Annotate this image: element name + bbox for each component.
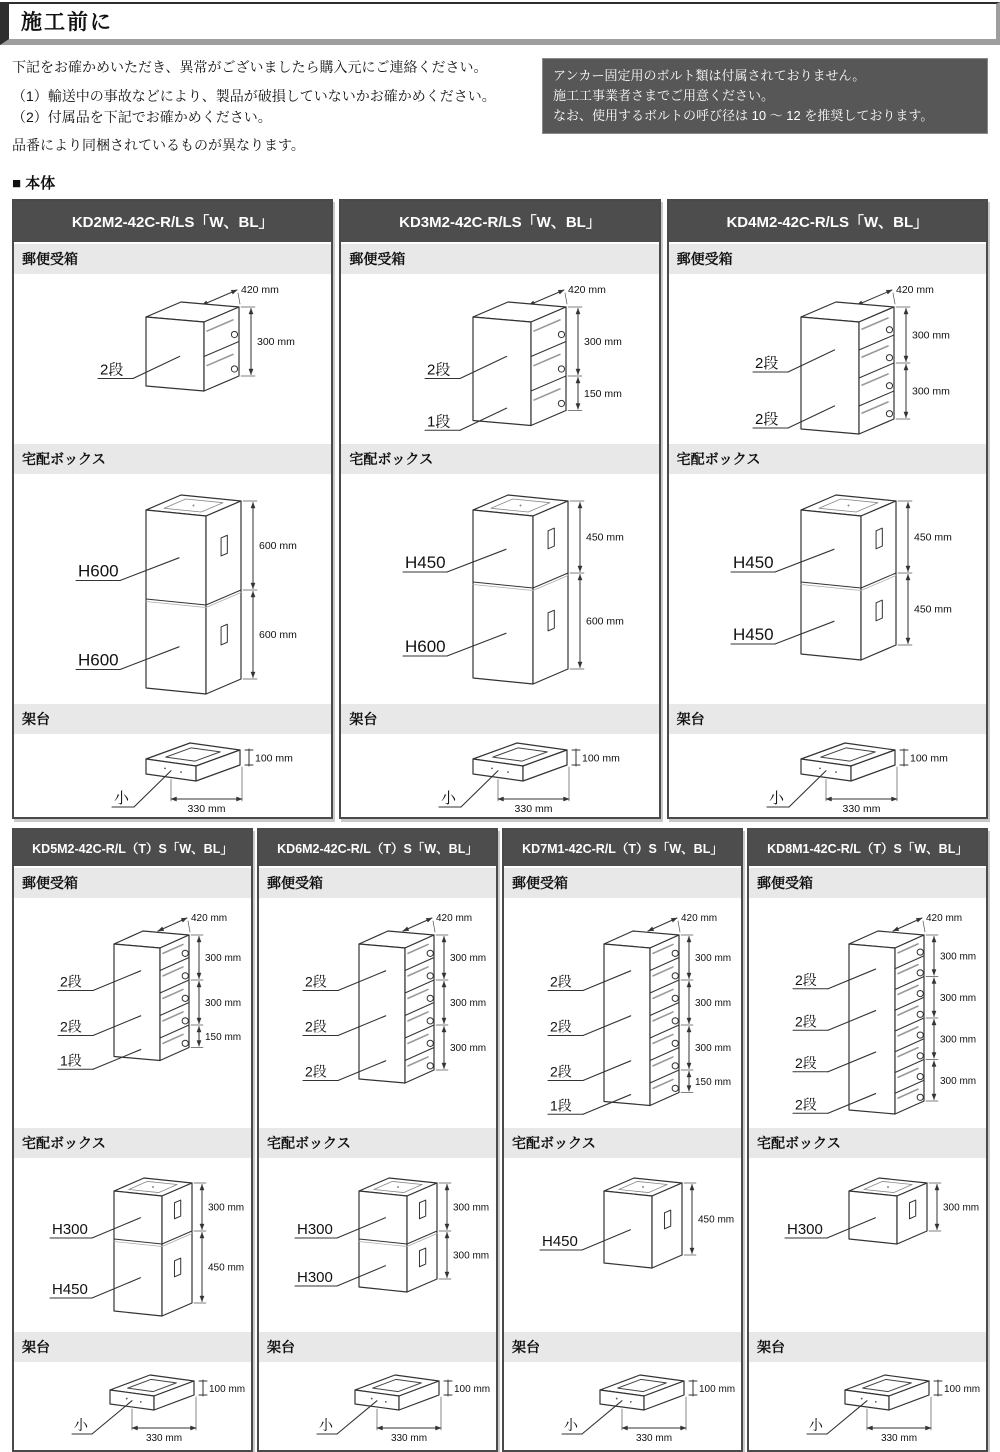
delivery-box-diagram-svg [749, 1160, 985, 1330]
svg-text:300 mm: 300 mm [257, 335, 295, 348]
stand-diagram-svg [259, 1364, 495, 1444]
svg-text:330 mm: 330 mm [842, 802, 881, 815]
mailbox-section-label: 郵便受箱 [14, 866, 251, 900]
svg-text:100 mm: 100 mm [582, 752, 621, 765]
mailbox-section-label: 郵便受箱 [749, 866, 986, 900]
svg-text:小: 小 [114, 789, 130, 807]
stand-diagram-svg [749, 1364, 985, 1444]
svg-text:300 mm: 300 mm [695, 1042, 732, 1054]
svg-text:H300: H300 [297, 1268, 333, 1286]
svg-text:小: 小 [768, 789, 784, 807]
product-panel-7 [747, 828, 988, 1452]
stand-diagram-svg [669, 736, 985, 815]
delivery-box-section-label: 宅配ボックス [14, 1126, 251, 1160]
top-area [12, 58, 988, 157]
svg-text:450 mm: 450 mm [913, 531, 952, 544]
stand-diagram-svg [14, 1364, 250, 1444]
svg-text:小: 小 [441, 789, 457, 807]
delivery-box-diagram [14, 1160, 251, 1330]
product-panel-5 [257, 828, 498, 1452]
svg-text:2段: 2段 [305, 1063, 327, 1080]
svg-text:330 mm: 330 mm [880, 1432, 918, 1444]
intro-line: 下記をお確かめいただき、異常がございましたら購入元にご連絡ください。 [12, 59, 488, 75]
svg-text:300 mm: 300 mm [450, 952, 487, 964]
svg-text:2段: 2段 [550, 973, 572, 990]
stand-section-label: 架台 [14, 702, 331, 736]
stand-diagram [14, 1364, 251, 1450]
svg-text:H300: H300 [787, 1220, 823, 1238]
svg-text:420 mm: 420 mm [568, 283, 607, 296]
mailbox-section-label: 郵便受箱 [14, 242, 331, 276]
mailbox-diagram [14, 900, 251, 1126]
svg-text:2段: 2段 [100, 361, 124, 379]
mailbox-diagram [14, 276, 331, 442]
svg-text:300 mm: 300 mm [453, 1250, 490, 1262]
svg-text:330 mm: 330 mm [635, 1432, 673, 1444]
body-section-label: ■ 本体 [12, 174, 56, 192]
svg-text:100 mm: 100 mm [909, 752, 948, 765]
stand-diagram [504, 1364, 741, 1450]
svg-text:330 mm: 330 mm [187, 802, 226, 815]
svg-text:小: 小 [319, 1416, 333, 1433]
delivery-box-diagram-svg [669, 476, 985, 702]
mailbox-diagram [504, 900, 741, 1126]
mailbox-diagram-svg [259, 900, 495, 1126]
svg-text:H600: H600 [405, 636, 446, 656]
svg-text:450 mm: 450 mm [698, 1214, 735, 1226]
intro-line: （2）付属品を下記でお確かめください。 [12, 109, 272, 126]
mailbox-diagram-svg [14, 276, 330, 442]
svg-text:600 mm: 600 mm [259, 539, 297, 552]
stand-diagram-svg [504, 1364, 740, 1444]
panel-model-title: KD5M2-42C-R/L（T）S「W、BL」 [14, 830, 251, 866]
svg-text:100 mm: 100 mm [255, 752, 293, 765]
svg-text:300 mm: 300 mm [943, 1202, 980, 1214]
stand-diagram [669, 736, 986, 817]
product-panel-3 [667, 199, 988, 819]
intro-text [12, 58, 520, 157]
svg-text:100 mm: 100 mm [454, 1383, 491, 1395]
delivery-box-diagram-svg [14, 476, 330, 702]
svg-text:2段: 2段 [60, 1018, 82, 1035]
svg-text:2段: 2段 [795, 971, 817, 988]
delivery-box-section-label: 宅配ボックス [14, 442, 331, 476]
svg-text:小: 小 [564, 1416, 578, 1433]
mailbox-diagram-svg [504, 900, 740, 1126]
svg-text:2段: 2段 [305, 1018, 327, 1035]
delivery-box-diagram [259, 1160, 496, 1330]
panel-model-title: KD3M2-42C-R/LS「W、BL」 [341, 201, 658, 242]
svg-text:H300: H300 [297, 1220, 333, 1238]
delivery-box-diagram [341, 476, 658, 702]
svg-text:420 mm: 420 mm [241, 283, 279, 296]
svg-text:2段: 2段 [550, 1063, 572, 1080]
svg-text:150 mm: 150 mm [695, 1076, 732, 1088]
svg-text:1段: 1段 [550, 1097, 572, 1113]
svg-text:300 mm: 300 mm [940, 1034, 977, 1045]
stand-diagram [341, 736, 658, 817]
panel-model-title: KD6M2-42C-R/L（T）S「W、BL」 [259, 830, 496, 866]
product-panel-4 [12, 828, 253, 1452]
page-title: 施工前に [0, 2, 1000, 45]
panel-row-2 [12, 828, 988, 1452]
svg-text:420 mm: 420 mm [436, 912, 473, 924]
svg-text:100 mm: 100 mm [209, 1383, 246, 1395]
svg-text:300 mm: 300 mm [205, 997, 242, 1009]
note-line: なお、使用するボルトの呼び径は 10 ～ 12 を推奨しております。 [553, 108, 934, 124]
panel-model-title: KD4M2-42C-R/LS「W、BL」 [669, 201, 986, 242]
svg-text:300 mm: 300 mm [940, 1075, 977, 1087]
product-panel-1 [12, 199, 333, 819]
svg-text:1段: 1段 [60, 1052, 82, 1068]
svg-text:2段: 2段 [754, 410, 778, 428]
mailbox-diagram [669, 276, 986, 442]
svg-text:300 mm: 300 mm [584, 335, 623, 348]
delivery-box-diagram [14, 476, 331, 702]
product-panel-6 [502, 828, 743, 1452]
mailbox-diagram-svg [14, 900, 250, 1126]
mailbox-section-label: 郵便受箱 [669, 242, 986, 276]
stand-section-label: 架台 [259, 1330, 496, 1364]
intro-line: （1）輸送中の事故などにより、製品が破損していないかお確かめください。 [12, 88, 496, 105]
svg-text:450 mm: 450 mm [913, 603, 952, 616]
svg-text:H450: H450 [542, 1232, 578, 1250]
stand-diagram [259, 1364, 496, 1450]
svg-text:2段: 2段 [795, 1013, 817, 1029]
panel-row-1 [12, 199, 988, 819]
svg-text:300 mm: 300 mm [695, 997, 732, 1009]
mailbox-diagram-svg [669, 276, 985, 442]
stand-section-label: 架台 [14, 1330, 251, 1364]
stand-diagram-svg [14, 736, 330, 815]
svg-text:2段: 2段 [427, 361, 451, 379]
anchor-bolt-note-box [542, 58, 988, 134]
mailbox-section-label: 郵便受箱 [504, 866, 741, 900]
stand-section-label: 架台 [341, 702, 658, 736]
stand-diagram [14, 736, 331, 817]
svg-text:450 mm: 450 mm [208, 1262, 245, 1274]
svg-text:300 mm: 300 mm [450, 997, 487, 1009]
stand-section-label: 架台 [669, 702, 986, 736]
stand-section-label: 架台 [504, 1330, 741, 1364]
delivery-box-diagram-svg [341, 476, 657, 702]
svg-text:330 mm: 330 mm [390, 1432, 428, 1444]
mailbox-section-label: 郵便受箱 [259, 866, 496, 900]
svg-text:100 mm: 100 mm [944, 1383, 981, 1395]
stand-diagram-svg [341, 736, 657, 815]
svg-text:H600: H600 [78, 561, 119, 581]
svg-text:2段: 2段 [305, 973, 327, 990]
delivery-box-diagram-svg [14, 1160, 250, 1330]
svg-text:300 mm: 300 mm [453, 1202, 490, 1214]
svg-text:H450: H450 [405, 552, 446, 572]
svg-text:330 mm: 330 mm [514, 802, 553, 815]
delivery-box-section-label: 宅配ボックス [259, 1126, 496, 1160]
mailbox-diagram [341, 276, 658, 442]
delivery-box-diagram-svg [504, 1160, 740, 1330]
svg-text:2段: 2段 [60, 973, 82, 990]
mailbox-diagram [259, 900, 496, 1126]
svg-text:H600: H600 [78, 650, 119, 670]
note-line: 施工工事業者さまでご用意ください。 [553, 88, 775, 104]
panel-model-title: KD7M1-42C-R/L（T）S「W、BL」 [504, 830, 741, 866]
svg-text:H450: H450 [732, 552, 774, 572]
delivery-box-diagram [749, 1160, 986, 1330]
svg-text:420 mm: 420 mm [681, 912, 718, 924]
delivery-box-section-label: 宅配ボックス [341, 442, 658, 476]
panel-model-title: KD8M1-42C-R/L（T）S「W、BL」 [749, 830, 986, 866]
svg-text:2段: 2段 [550, 1018, 572, 1035]
stand-diagram [749, 1364, 986, 1450]
svg-text:2段: 2段 [795, 1096, 817, 1112]
svg-text:100 mm: 100 mm [699, 1383, 736, 1395]
svg-text:H450: H450 [732, 624, 774, 644]
mailbox-diagram-svg [341, 276, 657, 442]
svg-text:600 mm: 600 mm [586, 615, 625, 628]
product-panel-2 [339, 199, 660, 819]
delivery-box-diagram [669, 476, 986, 702]
svg-text:300 mm: 300 mm [911, 385, 950, 398]
svg-text:600 mm: 600 mm [259, 628, 297, 641]
svg-text:150 mm: 150 mm [205, 1031, 242, 1043]
svg-text:300 mm: 300 mm [940, 992, 977, 1004]
svg-text:H300: H300 [52, 1220, 88, 1238]
svg-text:150 mm: 150 mm [584, 387, 623, 400]
svg-text:450 mm: 450 mm [586, 531, 625, 544]
svg-text:330 mm: 330 mm [145, 1432, 183, 1444]
svg-text:300 mm: 300 mm [450, 1042, 487, 1054]
svg-text:300 mm: 300 mm [911, 329, 950, 342]
svg-text:2段: 2段 [754, 354, 778, 372]
panel-model-title: KD2M2-42C-R/LS「W、BL」 [14, 201, 331, 242]
svg-text:300 mm: 300 mm [205, 952, 242, 964]
svg-text:小: 小 [809, 1416, 823, 1433]
mailbox-diagram-svg [749, 900, 985, 1126]
delivery-box-section-label: 宅配ボックス [749, 1126, 986, 1160]
delivery-box-section-label: 宅配ボックス [504, 1126, 741, 1160]
svg-text:1段: 1段 [427, 413, 451, 430]
stand-section-label: 架台 [749, 1330, 986, 1364]
svg-text:420 mm: 420 mm [926, 912, 963, 924]
mailbox-section-label: 郵便受箱 [341, 242, 658, 276]
svg-text:420 mm: 420 mm [191, 912, 228, 924]
svg-text:300 mm: 300 mm [208, 1202, 245, 1214]
mailbox-diagram [749, 900, 986, 1126]
svg-text:300 mm: 300 mm [695, 952, 732, 964]
svg-text:300 mm: 300 mm [940, 951, 977, 962]
delivery-box-section-label: 宅配ボックス [669, 442, 986, 476]
svg-text:小: 小 [74, 1416, 88, 1433]
svg-text:420 mm: 420 mm [895, 283, 934, 296]
intro-line: 品番により同梱されているものが異なります。 [12, 136, 305, 153]
delivery-box-diagram [504, 1160, 741, 1330]
svg-text:H450: H450 [52, 1280, 88, 1298]
note-line: アンカー固定用のボルト類は付属されておりません。 [553, 68, 866, 83]
svg-text:2段: 2段 [795, 1054, 817, 1071]
delivery-box-diagram-svg [259, 1160, 495, 1330]
